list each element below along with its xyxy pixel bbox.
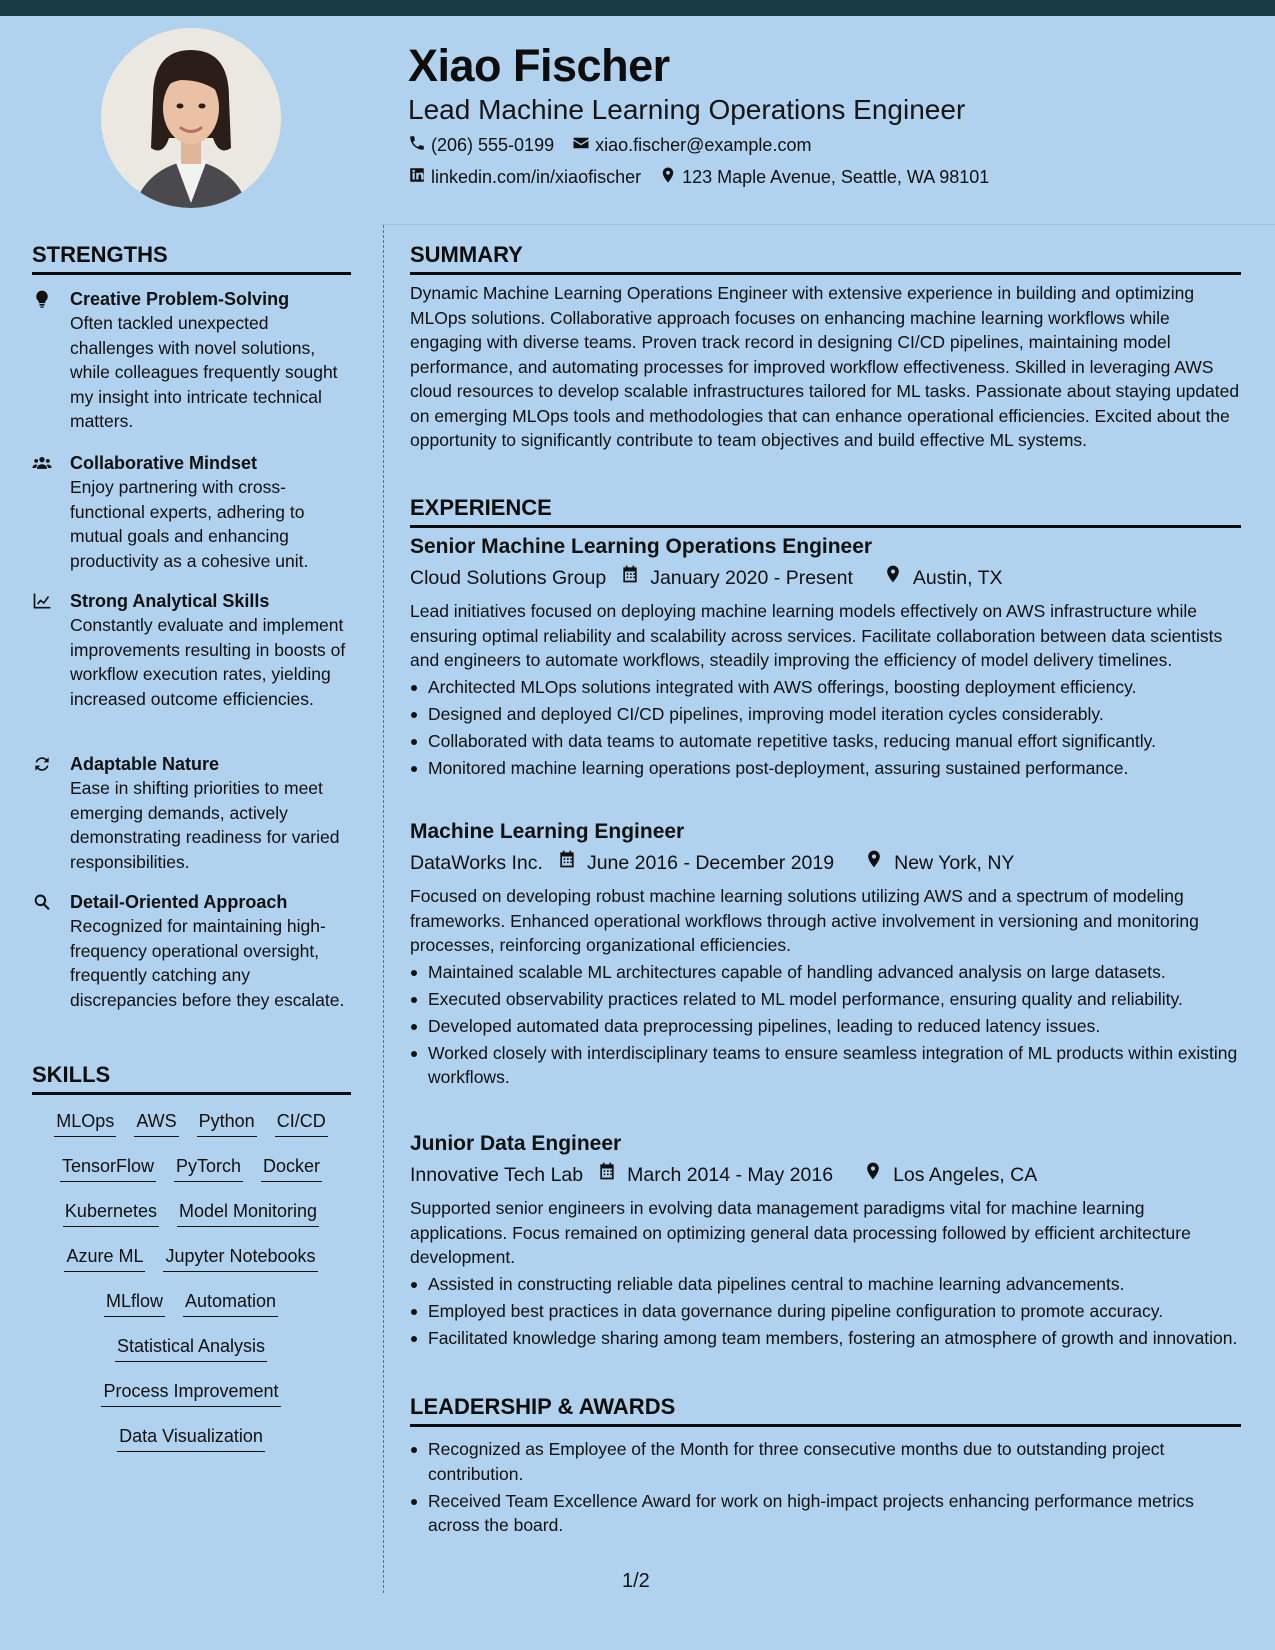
envelope-icon [572,134,590,157]
skill-tag: Jupyter Notebooks [163,1243,317,1272]
strength-desc: Ease in shifting priorities to meet emerging demands, actively demonstrating readiness for varied responsibilities. [70,778,340,872]
skill-tag: Process Improvement [101,1378,280,1407]
phone-icon [408,134,426,157]
users-icon [32,453,54,473]
skill-tag: Statistical Analysis [115,1333,267,1362]
leadership-heading: LEADERSHIP & AWARDS [410,1394,1241,1427]
job-company: Innovative Tech Lab [410,1164,584,1186]
skill-tag: Automation [183,1288,278,1317]
top-bar [0,0,1275,16]
line-chart-icon [32,591,54,611]
skills-row [32,1378,350,1423]
bullet-item: Recognized as Employee of the Month for three consecutive months due to outstanding project contribution. [410,1437,1240,1486]
skill-tag: MLOps [54,1108,116,1137]
job-description: Focused on developing robust machine learning solutions utilizing AWS and a spectrum of modeling frameworks. Enhanced operational workflows through active involvement in versioning and monitoring processes, reinforcing organizational efficiencies. [410,886,1199,955]
strength-desc: Often tackled unexpected challenges with novel solutions, while colleagues frequently sought my insight into intricate technical matters. [70,313,338,431]
summary-text: Dynamic Machine Learning Operations Engineer with extensive experience in building and optimizing MLOps solutions. Collaborative approach focuses on enhancing machine learning workflows while engaging with diverse teams. Proven track record in designing CI/CD pipelines, maintaining model performance, and automating processes for improved workflow effectiveness. Skilled in leveraging AWS cloud resources to develop scalable infrastructures tailored for ML tasks. Passionate about staying updated on emerging MLOps tools and methodologies that can enhance operational efficiencies. Excited about the opportunity to significantly contribute to team objectives and build effective ML systems. [410,283,1240,450]
job-bullets [410,1272,1240,1351]
candidate-title: Lead Machine Learning Operations Engineer [408,94,966,125]
skills-row [32,1333,350,1378]
job-dates: June 2016 - December 2019 [586,852,835,874]
job-dates: January 2020 - Present [650,567,853,589]
strength-title: Strong Analytical Skills [70,591,270,611]
map-pin-icon [850,848,894,878]
job-title: Junior Data Engineer [410,1132,622,1155]
bullet-item: Assisted in constructing reliable data pipelines central to machine learning advancements. [410,1272,1240,1297]
contact-row-1 [408,134,811,157]
bullet-item: Developed automated data preprocessing pipelines, leading to reduced latency issues. [410,1014,1240,1039]
summary-heading: SUMMARY [410,242,1241,275]
job-location: Los Angeles, CA [893,1164,1038,1186]
strength-title: Adaptable Nature [70,754,220,774]
award-bullets [410,1437,1240,1538]
contact-address [659,166,989,189]
map-pin-icon [659,166,677,189]
strength-item [32,451,352,571]
candidate-name: Xiao Fischer [408,40,670,91]
bullet-item: Architected MLOps solutions integrated with AWS offerings, boosting deployment efficiency. [410,675,1240,700]
page-number: 1/2 [622,1570,650,1592]
map-pin-icon [849,1160,893,1190]
leadership-section [410,1435,1240,1540]
job-bullets [410,675,1240,781]
job-description: Supported senior engineers in evolving data management paradigms vital for machine learning applications. Focus remained on optimizing general data processing followed by efficient architecture development. [410,1198,1191,1267]
email-text[interactable]: xiao.fischer@example.com [595,135,812,155]
skills-row [32,1423,350,1468]
map-pin-icon [869,563,913,593]
skill-tag: Azure ML [64,1243,145,1272]
skill-tag: Model Monitoring [177,1198,319,1227]
strength-title: Creative Problem-Solving [70,289,290,309]
skills-row [32,1108,350,1153]
job-meta [410,1160,1240,1190]
bullet-item: Maintained scalable ML architectures capable of handling advanced analysis on large datasets. [410,960,1240,985]
job-title: Machine Learning Engineer [410,820,685,843]
bullet-item: Received Team Excellence Award for work on high-impact projects enhancing performance metrics across the board. [410,1489,1240,1538]
strength-item [32,287,352,437]
profile-photo [101,28,281,208]
job-description: Lead initiatives focused on deploying machine learning models effectively on AWS infrastructure while ensuring optimal reliability and scalability across services. Facilitate collaboration between data scientists and engineers to automate workflows, steadily improving the efficiency of model delivery timelines. [410,601,1223,670]
contact-email [572,134,811,157]
strength-title: Collaborative Mindset [70,453,258,473]
strength-item [32,890,352,1040]
skills-row [32,1288,350,1333]
skills-row [32,1198,350,1243]
skill-tag: TensorFlow [60,1153,156,1182]
header-divider [380,224,1275,225]
skill-tag: Data Visualization [117,1423,265,1452]
job-meta [410,563,1240,593]
bullet-item: Facilitated knowledge sharing among team members, fostering an atmosphere of growth and innovation. [410,1326,1240,1351]
bullet-item: Worked closely with interdisciplinary teams to ensure seamless integration of ML products within existing workflows. [410,1041,1240,1090]
contact-phone [408,134,554,157]
strength-desc: Constantly evaluate and implement improvements resulting in boosts of workflow execution rates, yielding increased outcome efficiencies. [70,615,346,709]
skill-tag: CI/CD [275,1108,328,1137]
search-icon [32,892,54,912]
strength-item [32,589,352,729]
calendar-icon [606,563,650,593]
refresh-icon [32,754,54,774]
skill-tag: AWS [134,1108,178,1137]
strength-item [32,752,352,872]
address-text: 123 Maple Avenue, Seattle, WA 98101 [682,167,990,187]
job-entry [410,533,1240,783]
skills-row [32,1243,350,1288]
job-entry [410,818,1240,1092]
job-company: Cloud Solutions Group [410,567,607,589]
contact-linkedin [408,166,641,189]
lightbulb-icon [32,289,54,309]
strength-title: Detail-Oriented Approach [70,892,288,912]
skills-row [32,1153,350,1198]
bullet-item: Collaborated with data teams to automate repetitive tasks, reducing manual effort significantly. [410,729,1240,754]
phone-text[interactable]: (206) 555-0199 [431,135,555,155]
strengths-heading: STRENGTHS [32,242,351,275]
bullet-item: Employed best practices in data governance during pipeline configuration to promote accuracy. [410,1299,1240,1324]
strength-desc: Enjoy partnering with cross-functional experts, adhering to mutual goals and enhancing productivity as a cohesive unit. [70,477,309,571]
calendar-icon [583,1160,627,1190]
experience-heading: EXPERIENCE [410,495,1241,528]
job-bullets [410,960,1240,1090]
job-entry [410,1130,1240,1353]
contact-row-2 [408,166,989,189]
bullet-item: Monitored machine learning operations post-deployment, assuring sustained performance. [410,756,1240,781]
linkedin-text[interactable]: linkedin.com/in/xiaofischer [431,167,642,187]
job-meta [410,848,1240,878]
job-location: Austin, TX [912,567,1003,589]
skill-tag: Python [197,1108,257,1137]
bullet-item: Designed and deployed CI/CD pipelines, improving model iteration cycles considerably. [410,702,1240,727]
skills-heading: SKILLS [32,1062,351,1095]
calendar-icon [543,848,587,878]
job-location: New York, NY [894,852,1015,874]
skills-list [32,1108,350,1468]
bullet-item: Executed observability practices related to ML model performance, ensuring quality and reliability. [410,987,1240,1012]
job-company: DataWorks Inc. [410,852,543,874]
linkedin-icon [408,166,426,189]
column-divider [383,225,384,1593]
skill-tag: PyTorch [174,1153,243,1182]
job-dates: March 2014 - May 2016 [627,1164,834,1186]
strength-desc: Recognized for maintaining high-frequency operational oversight, frequently catching any discrepancies before they escalate. [70,916,345,1010]
skill-tag: Docker [261,1153,322,1182]
skill-tag: MLflow [104,1288,165,1317]
skill-tag: Kubernetes [63,1198,159,1227]
job-title: Senior Machine Learning Operations Engineer [410,535,873,558]
